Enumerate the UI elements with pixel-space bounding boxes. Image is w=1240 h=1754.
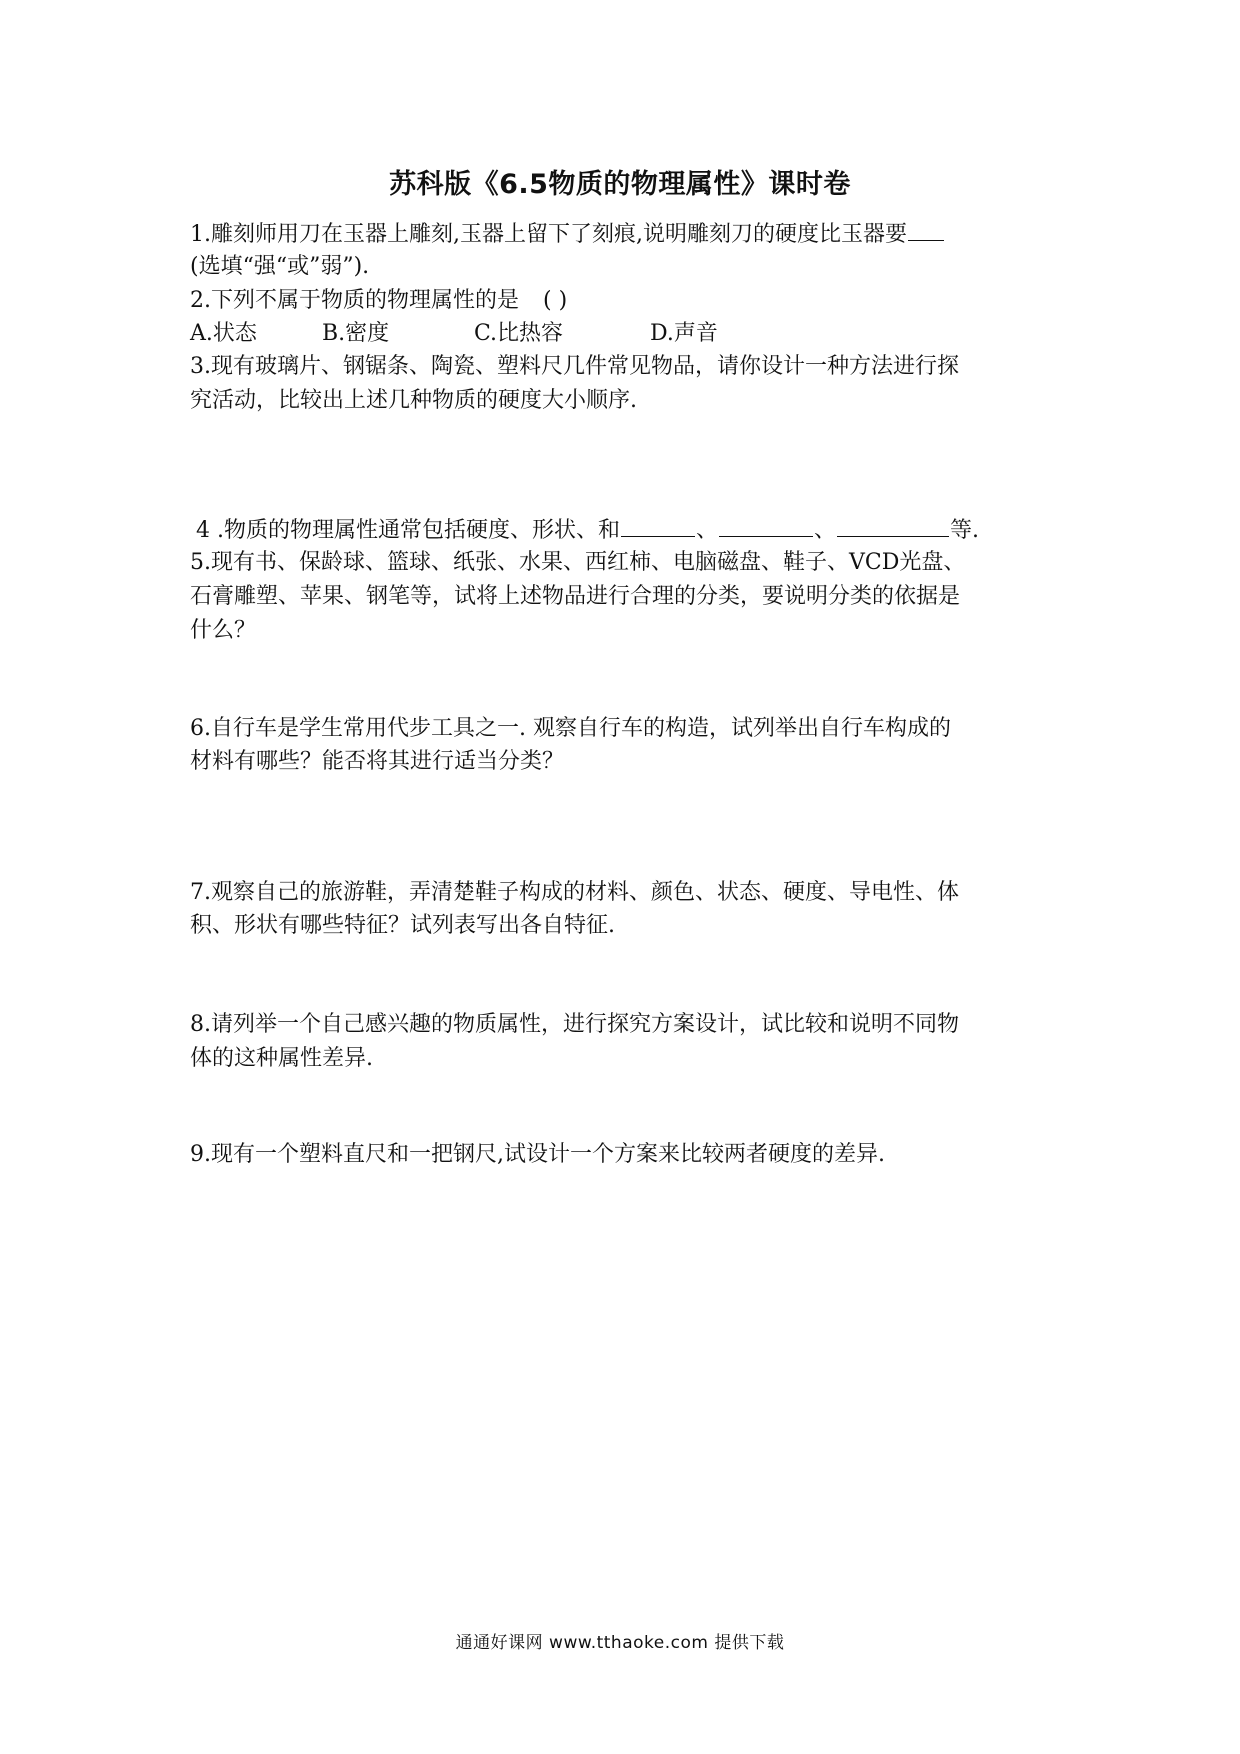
question-2-options bbox=[190, 317, 718, 351]
option-d: D.声音 bbox=[650, 321, 718, 346]
page-title: 苏科版《6.5物质的物理属性》课时卷 bbox=[389, 169, 851, 200]
question-3-line-2: 究活动，比较出上述几种物质的硬度大小顺序. bbox=[190, 388, 637, 413]
question-2-text: 2.下列不属于物质的物理属性的是 bbox=[190, 288, 519, 313]
question-1-line-1 bbox=[190, 216, 945, 252]
question-3-line-1: 3.现有玻璃片、钢锯条、陶瓷、塑料尺几件常见物品，请你设计一种方法进行探 bbox=[190, 354, 959, 379]
question-1-line-2: (选填“强“或”弱”). bbox=[190, 254, 370, 279]
option-a: A.状态 bbox=[190, 321, 257, 346]
question-9-line-1: 9.现有一个塑料直尺和一把钢尺,试设计一个方案来比较两者硬度的差异. bbox=[190, 1142, 885, 1167]
option-b: B.密度 bbox=[322, 321, 390, 346]
question-5-line-2: 石膏雕塑、苹果、钢笔等，试将上述物品进行合理的分类，要说明分类的依据是 bbox=[190, 584, 961, 609]
question-6-line-1: 6.自行车是学生常用代步工具之一. 观察自行车的构造，试列举出自行车构成的 bbox=[190, 716, 951, 741]
question-7-line-1: 7.观察自己的旅游鞋，弄清楚鞋子构成的材料、颜色、状态、硬度、导电性、体 bbox=[190, 880, 959, 905]
question-4-blank-3 bbox=[837, 512, 949, 537]
footer-download-note: 通通好课网 www.tthaoke.com 提供下载 bbox=[455, 1633, 785, 1653]
question-2-stem bbox=[190, 284, 567, 318]
question-1-blank bbox=[908, 216, 944, 241]
option-c: C.比热容 bbox=[474, 321, 564, 346]
question-2-answer-parentheses: ( ) bbox=[543, 288, 568, 313]
question-8-line-1: 8.请列举一个自己感兴趣的物质属性，进行探究方案设计，试比较和说明不同物 bbox=[190, 1012, 959, 1037]
question-5-line-3: 什么？ bbox=[190, 618, 257, 643]
question-4 bbox=[196, 512, 979, 548]
question-4-separator-1: 、 bbox=[696, 518, 719, 543]
question-4-end: 等. bbox=[950, 518, 980, 543]
question-6-line-2: 材料有哪些？能否将其进行适当分类？ bbox=[190, 749, 565, 774]
question-4-separator-2: 、 bbox=[814, 518, 837, 543]
question-5-line-1: 5.现有书、保龄球、篮球、纸张、水果、西红柿、电脑磁盘、鞋子、VCD光盘、 bbox=[190, 550, 966, 575]
question-7-line-2: 积、形状有哪些特征？试列表写出各自特征. bbox=[190, 913, 615, 938]
question-4-text: 4 .物质的物理属性通常包括硬度、形状、和 bbox=[196, 518, 620, 543]
question-1-text: 1.雕刻师用刀在玉器上雕刻,玉器上留下了刻痕,说明雕刻刀的硬度比玉器要 bbox=[190, 222, 907, 247]
question-8-line-2: 体的这种属性差异. bbox=[190, 1046, 373, 1071]
question-4-blank-1 bbox=[621, 512, 695, 537]
question-4-blank-2 bbox=[719, 512, 813, 537]
